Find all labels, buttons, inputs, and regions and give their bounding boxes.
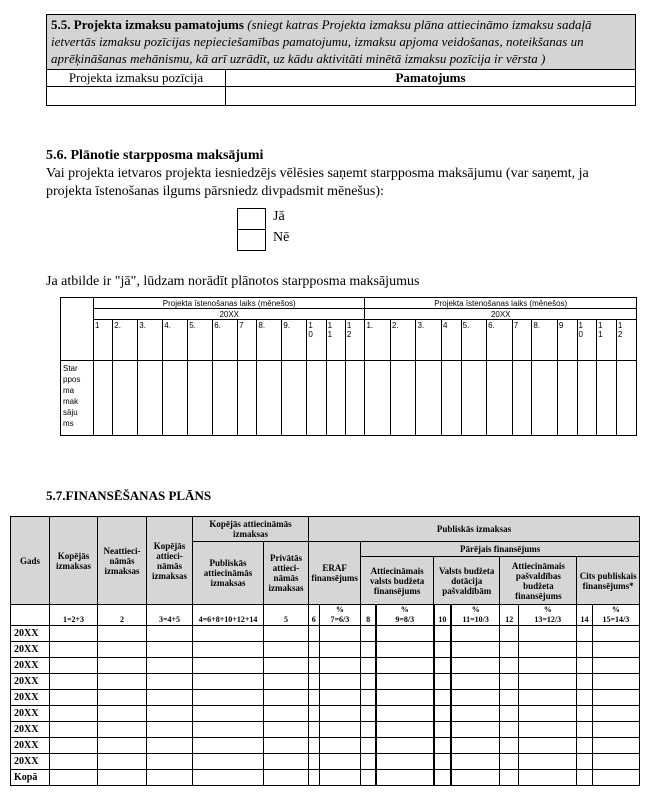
financing-cell[interactable] — [500, 626, 519, 642]
financing-cell[interactable] — [309, 626, 320, 642]
no-label: Nē — [273, 230, 290, 245]
financing-cell[interactable] — [361, 770, 376, 786]
financing-cell[interactable] — [592, 626, 639, 642]
financing-cell[interactable] — [577, 642, 592, 658]
financing-cell[interactable] — [451, 674, 500, 690]
financing-cell[interactable] — [264, 690, 309, 706]
financing-cell[interactable] — [147, 626, 193, 642]
year-row — [11, 738, 640, 754]
column-number: 12 — [500, 605, 519, 626]
financing-cell[interactable] — [519, 658, 577, 674]
month-header: 9 — [557, 320, 577, 361]
payment-cell[interactable] — [365, 361, 391, 436]
financing-cell[interactable] — [319, 642, 361, 658]
month-header: 8. — [532, 320, 558, 361]
financing-cell[interactable] — [361, 626, 376, 642]
financing-cell[interactable] — [361, 642, 376, 658]
payment-cell[interactable] — [512, 361, 532, 436]
financing-cell[interactable] — [376, 738, 434, 754]
cost-justification-table — [46, 14, 636, 106]
payment-cell[interactable] — [532, 361, 558, 436]
hdr-parejais: Pārējais finansējums — [361, 542, 640, 557]
financing-cell[interactable] — [361, 754, 376, 770]
financing-cell[interactable] — [147, 658, 193, 674]
financing-cell[interactable] — [193, 722, 264, 738]
cost-item-cell[interactable] — [47, 87, 226, 106]
financing-cell[interactable] — [309, 706, 320, 722]
payment-cell[interactable] — [487, 361, 513, 436]
financing-cell[interactable] — [147, 706, 193, 722]
year-label: 20XX — [11, 658, 50, 674]
financing-cell[interactable] — [319, 626, 361, 642]
financing-cell[interactable] — [309, 722, 320, 738]
financing-cell[interactable] — [193, 626, 264, 642]
financing-cell[interactable] — [147, 642, 193, 658]
month-header: 9. — [282, 320, 307, 361]
month-header: 1. — [365, 320, 391, 361]
month-header: 8. — [257, 320, 282, 361]
financing-cell[interactable] — [451, 690, 500, 706]
financing-cell[interactable] — [147, 770, 193, 786]
financing-cell[interactable] — [500, 770, 519, 786]
financing-cell[interactable] — [309, 658, 320, 674]
financing-cell[interactable] — [193, 642, 264, 658]
month-header: 2. — [390, 320, 416, 361]
financing-cell[interactable] — [193, 754, 264, 770]
year-row — [11, 658, 640, 674]
month-header: 5. — [188, 320, 213, 361]
month-header: 3. — [416, 320, 442, 361]
hdr-gads: Gads — [11, 517, 50, 605]
financing-cell[interactable] — [361, 738, 376, 754]
financing-cell[interactable] — [577, 626, 592, 642]
financing-cell[interactable] — [519, 626, 577, 642]
column-number: % 11=10/3 — [451, 605, 500, 626]
financing-cell[interactable] — [592, 690, 639, 706]
financing-cell[interactable] — [264, 642, 309, 658]
financing-cell[interactable] — [309, 754, 320, 770]
financing-cell[interactable] — [319, 658, 361, 674]
hdr-valsts-dot: Valsts budžeta dotācija pašvaldībām — [434, 557, 500, 605]
financing-cell[interactable] — [434, 642, 452, 658]
year-label: 20XX — [11, 690, 50, 706]
financing-cell[interactable] — [361, 690, 376, 706]
payment-cell[interactable] — [416, 361, 442, 436]
financing-cell[interactable] — [592, 770, 639, 786]
month-header: 1 — [94, 320, 113, 361]
financing-cell[interactable] — [98, 722, 147, 738]
financing-cell[interactable] — [577, 706, 592, 722]
financing-cell[interactable] — [50, 706, 98, 722]
financing-cell[interactable] — [361, 706, 376, 722]
financing-cell[interactable] — [519, 770, 577, 786]
financing-cell[interactable] — [264, 658, 309, 674]
column-number: 5 — [264, 605, 309, 626]
financing-cell[interactable] — [264, 626, 309, 642]
financing-cell[interactable] — [451, 642, 500, 658]
month-header: 2. — [113, 320, 138, 361]
payment-cell[interactable] — [307, 361, 326, 436]
financing-cell[interactable] — [519, 642, 577, 658]
financing-cell[interactable] — [500, 642, 519, 658]
financing-cell[interactable] — [519, 674, 577, 690]
financing-cell[interactable] — [319, 690, 361, 706]
year-row — [11, 674, 640, 690]
corner-cell — [61, 298, 94, 361]
year-label: 20XX — [11, 722, 50, 738]
month-header: 3. — [138, 320, 163, 361]
payment-cell[interactable] — [257, 361, 282, 436]
financing-cell[interactable] — [264, 770, 309, 786]
hdr-publiskas-group: Publiskās izmaksas — [309, 517, 640, 542]
payment-cell[interactable] — [113, 361, 138, 436]
hdr-neattiec: Neattieci-nāmās izmaksas — [98, 517, 147, 605]
financing-cell[interactable] — [577, 674, 592, 690]
hdr-kopejas-attiec-group: Kopējās attiecināmās izmaksas — [193, 517, 309, 542]
duration-label-b: Projekta īstenošanas laiks (mēnešos) — [365, 298, 637, 309]
column-number: 10 — [434, 605, 452, 626]
financing-cell[interactable] — [577, 690, 592, 706]
year-row — [11, 722, 640, 738]
year-label: 20XX — [11, 626, 50, 642]
payment-cell[interactable] — [616, 361, 636, 436]
payment-cell[interactable] — [390, 361, 416, 436]
col-justification: Pamatojums — [226, 70, 636, 87]
financing-cell[interactable] — [193, 706, 264, 722]
payment-cell[interactable] — [345, 361, 365, 436]
financing-cell[interactable] — [309, 674, 320, 690]
payment-cell[interactable] — [577, 361, 597, 436]
financing-cell[interactable] — [309, 770, 320, 786]
section-5-6-title: 5.6. Plānotie starpposma maksājumi — [46, 148, 264, 163]
financing-cell[interactable] — [500, 754, 519, 770]
financing-cell[interactable] — [309, 642, 320, 658]
hdr-privatas-attiec: Privātās attieci-nāmās izmaksas — [264, 542, 309, 605]
column-number: 1=2+3 — [50, 605, 98, 626]
year-row — [11, 626, 640, 642]
financing-cell[interactable] — [50, 658, 98, 674]
cost-justification-header — [47, 15, 636, 70]
financing-cell[interactable] — [319, 754, 361, 770]
interim-payments-table — [60, 297, 637, 436]
payment-cell[interactable] — [461, 361, 487, 436]
financing-cell[interactable] — [500, 706, 519, 722]
financing-plan-table — [10, 516, 640, 786]
financing-cell[interactable] — [98, 642, 147, 658]
payment-cell[interactable] — [282, 361, 307, 436]
financing-cell[interactable] — [98, 626, 147, 642]
financing-cell[interactable] — [50, 754, 98, 770]
financing-cell[interactable] — [451, 722, 500, 738]
financing-cell[interactable] — [519, 690, 577, 706]
financing-cell[interactable] — [264, 738, 309, 754]
financing-cell[interactable] — [50, 690, 98, 706]
financing-cell[interactable] — [451, 626, 500, 642]
financing-cell[interactable] — [147, 754, 193, 770]
column-number: 2 — [98, 605, 147, 626]
hdr-erafi: ERAF finansējums — [309, 542, 361, 605]
hdr-kopejas: Kopējās izmaksas — [50, 517, 98, 605]
financing-cell[interactable] — [376, 658, 434, 674]
financing-cell[interactable] — [50, 738, 98, 754]
financing-cell[interactable] — [193, 674, 264, 690]
month-header: 7 — [238, 320, 257, 361]
financing-cell[interactable] — [50, 722, 98, 738]
hdr-publiskas-attiec: Publiskās attiecināmās izmaksas — [193, 542, 264, 605]
year-label: 20XX — [11, 738, 50, 754]
financing-cell[interactable] — [519, 706, 577, 722]
financing-cell[interactable] — [193, 738, 264, 754]
no-checkbox[interactable] — [237, 229, 266, 251]
month-header: 1 1 — [597, 320, 617, 361]
total-row — [11, 770, 640, 786]
financing-cell[interactable] — [50, 642, 98, 658]
financing-cell[interactable] — [434, 706, 452, 722]
financing-cell[interactable] — [98, 658, 147, 674]
payment-cell[interactable] — [138, 361, 163, 436]
month-header: 5. — [461, 320, 487, 361]
financing-cell[interactable] — [451, 706, 500, 722]
hdr-valsts-budz: Attiecināmais valsts budžeta finansējums — [361, 557, 434, 605]
payment-cell[interactable] — [238, 361, 257, 436]
financing-cell[interactable] — [147, 674, 193, 690]
month-header: 1 0 — [307, 320, 326, 361]
year-row — [11, 642, 640, 658]
interim-payment-row-label: Star ppos ma mak sāju ms — [61, 361, 94, 436]
financing-cell[interactable] — [50, 674, 98, 690]
col-cost-item: Projekta izmaksu pozīcija — [47, 70, 226, 87]
financing-cell[interactable] — [361, 722, 376, 738]
year-row — [11, 690, 640, 706]
financing-cell[interactable] — [519, 722, 577, 738]
column-number: 6 — [309, 605, 320, 626]
column-number: 14 — [577, 605, 592, 626]
financing-cell[interactable] — [376, 706, 434, 722]
financing-cell[interactable] — [319, 674, 361, 690]
year-label: 20XX — [11, 754, 50, 770]
financing-cell[interactable] — [376, 690, 434, 706]
interim-payment-question: Vai projekta ietvaros projekta iesniedzējs vēlēsies saņemt starpposma maksājumu (var saņemt, ja projekta īstenošanas ilgums pārsniedz divpadsmit mēnešus): — [46, 166, 589, 199]
financing-cell[interactable] — [50, 626, 98, 642]
financing-cell[interactable] — [309, 738, 320, 754]
column-number: % 7=6/3 — [319, 605, 361, 626]
financing-cell[interactable] — [319, 738, 361, 754]
financing-cell[interactable] — [500, 674, 519, 690]
financing-cell[interactable] — [147, 690, 193, 706]
financing-cell[interactable] — [451, 738, 500, 754]
financing-cell[interactable] — [519, 754, 577, 770]
financing-cell[interactable] — [264, 674, 309, 690]
financing-cell[interactable] — [376, 642, 434, 658]
duration-label-a: Projekta īstenošanas laiks (mēnešos) — [94, 298, 365, 309]
hdr-kopejas-attiec: Kopējās attieci-nāmās izmaksas — [147, 517, 193, 605]
month-header: 1 0 — [577, 320, 597, 361]
column-number: % 9=8/3 — [376, 605, 434, 626]
year-label: 20XX — [11, 642, 50, 658]
payment-cell[interactable] — [442, 361, 462, 436]
payment-cell[interactable] — [188, 361, 213, 436]
financing-cell[interactable] — [434, 754, 452, 770]
financing-cell[interactable] — [376, 674, 434, 690]
financing-cell[interactable] — [500, 690, 519, 706]
yes-checkbox[interactable] — [237, 208, 266, 230]
section-5-5-title: 5.5. Projekta izmaksu pamatojums — [51, 17, 244, 32]
section-5-7-title: 5.7.FINANSĒŠANAS PLĀNS — [46, 488, 212, 503]
payment-cell[interactable] — [94, 361, 113, 436]
financing-cell[interactable] — [577, 754, 592, 770]
month-header: 1 2 — [616, 320, 636, 361]
month-header: 6. — [213, 320, 238, 361]
year-label-b: 20XX — [365, 309, 637, 320]
financing-cell[interactable] — [434, 738, 452, 754]
interim-payment-instruction: Ja atbilde ir "jā", lūdzam norādīt plānotos starpposma maksājumus — [46, 274, 420, 289]
payment-cell[interactable] — [597, 361, 617, 436]
financing-cell[interactable] — [319, 722, 361, 738]
month-header: 6. — [487, 320, 513, 361]
financing-cell[interactable] — [434, 626, 452, 642]
financing-cell[interactable] — [500, 722, 519, 738]
section-5-5-description: (sniegt katras Projekta izmaksu plāna attiecināmo izmaksu sadaļā ietvertās izmaksu pozīcijas nepieciešamības pamatojumu, izmaksu apjoma veidošanas, noteikšanas un aprēķināšanas mehānismu, kā arī uzrādīt, uz kādu aktivitāti minētā izmaksu pozīcija ir vērsta ) — [51, 17, 592, 66]
payment-cell[interactable] — [557, 361, 577, 436]
yes-label: Jā — [273, 209, 285, 224]
column-number: % 13=12/3 — [519, 605, 577, 626]
financing-cell[interactable] — [319, 706, 361, 722]
financing-cell[interactable] — [98, 674, 147, 690]
month-header: 7 — [512, 320, 532, 361]
financing-cell[interactable] — [434, 722, 452, 738]
financing-cell[interactable] — [434, 690, 452, 706]
justification-cell[interactable] — [226, 87, 636, 106]
financing-cell[interactable] — [309, 690, 320, 706]
total-label: Kopā — [11, 770, 50, 786]
financing-cell[interactable] — [577, 770, 592, 786]
financing-cell[interactable] — [361, 658, 376, 674]
financing-cell[interactable] — [264, 706, 309, 722]
financing-cell[interactable] — [434, 658, 452, 674]
financing-cell[interactable] — [193, 658, 264, 674]
month-header: 4. — [163, 320, 188, 361]
financing-cell[interactable] — [592, 754, 639, 770]
financing-cell[interactable] — [193, 690, 264, 706]
financing-cell[interactable] — [577, 658, 592, 674]
financing-cell[interactable] — [577, 738, 592, 754]
financing-cell[interactable] — [98, 754, 147, 770]
financing-cell[interactable] — [147, 722, 193, 738]
financing-cell[interactable] — [500, 738, 519, 754]
financing-cell[interactable] — [361, 674, 376, 690]
financing-cell[interactable] — [264, 722, 309, 738]
financing-cell[interactable] — [451, 770, 500, 786]
financing-cell[interactable] — [50, 770, 98, 786]
financing-cell[interactable] — [98, 738, 147, 754]
column-number: 8 — [361, 605, 376, 626]
financing-cell[interactable] — [147, 738, 193, 754]
year-label: 20XX — [11, 674, 50, 690]
financing-cell[interactable] — [376, 626, 434, 642]
financing-cell[interactable] — [592, 722, 639, 738]
financing-cell[interactable] — [592, 674, 639, 690]
financing-cell[interactable] — [376, 722, 434, 738]
financing-cell[interactable] — [592, 706, 639, 722]
financing-cell[interactable] — [376, 754, 434, 770]
payment-cell[interactable] — [163, 361, 188, 436]
financing-cell[interactable] — [264, 754, 309, 770]
financing-cell[interactable] — [319, 770, 361, 786]
column-number: % 15=14/3 — [592, 605, 639, 626]
column-number: 4=6+8+10+12+14 — [193, 605, 264, 626]
column-number: 3=4+5 — [147, 605, 193, 626]
financing-cell[interactable] — [434, 674, 452, 690]
financing-cell[interactable] — [376, 770, 434, 786]
year-row — [11, 754, 640, 770]
month-header: 1 2 — [345, 320, 365, 361]
financing-cell[interactable] — [592, 738, 639, 754]
hdr-pasvald: Attiecināmais pašvaldības budžeta finansējums — [500, 557, 577, 605]
month-header: 4 — [442, 320, 462, 361]
year-label: 20XX — [11, 706, 50, 722]
financing-cell[interactable] — [592, 658, 639, 674]
financing-cell[interactable] — [98, 706, 147, 722]
hdr-cits: Cits publiskais finansējums* — [577, 557, 640, 605]
month-header: 1 1 — [326, 320, 345, 361]
financing-cell[interactable] — [500, 658, 519, 674]
financing-cell[interactable] — [98, 770, 147, 786]
financing-cell[interactable] — [592, 642, 639, 658]
number-row-blank — [11, 605, 50, 626]
financing-cell[interactable] — [519, 738, 577, 754]
financing-cell[interactable] — [98, 690, 147, 706]
financing-cell[interactable] — [451, 658, 500, 674]
payment-cell[interactable] — [213, 361, 238, 436]
financing-cell[interactable] — [577, 722, 592, 738]
year-row — [11, 706, 640, 722]
financing-cell[interactable] — [193, 770, 264, 786]
financing-cell[interactable] — [434, 770, 452, 786]
payment-cell[interactable] — [326, 361, 345, 436]
year-label-a: 20XX — [94, 309, 365, 320]
financing-cell[interactable] — [451, 754, 500, 770]
